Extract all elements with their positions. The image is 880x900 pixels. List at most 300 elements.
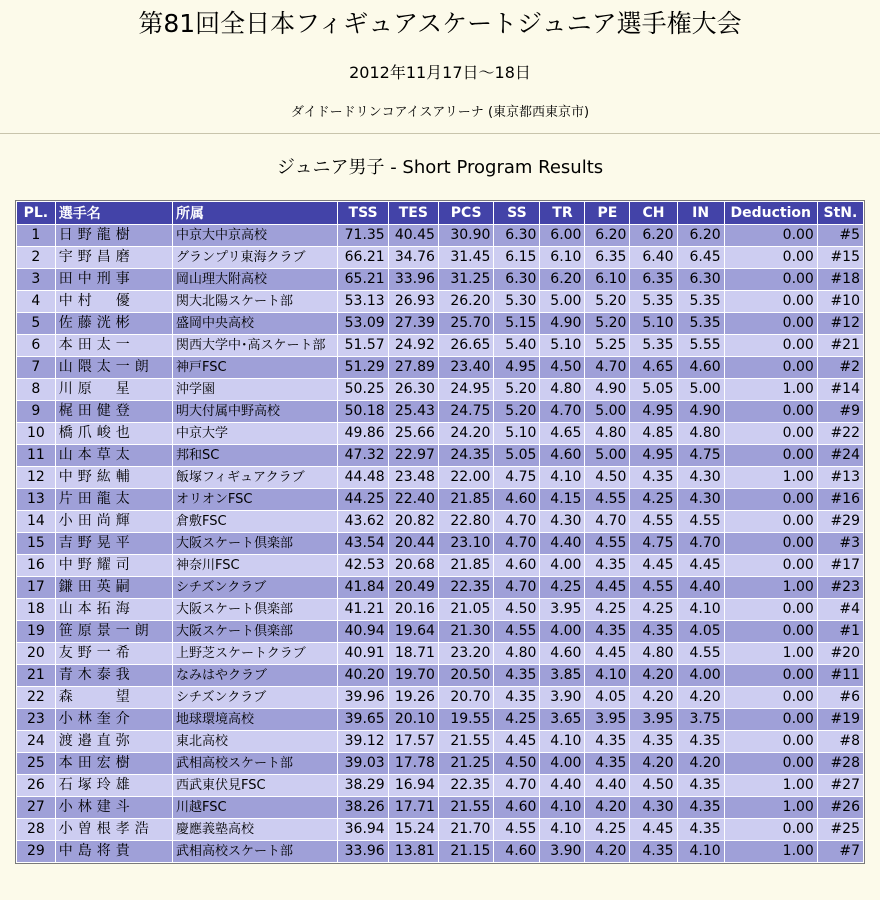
cell-place: 15 xyxy=(17,533,55,554)
cell-in: 6.20 xyxy=(678,225,724,246)
cell-tes: 20.16 xyxy=(389,599,438,620)
cell-skater-name: 山本拓海 xyxy=(56,599,172,620)
cell-tr: 5.00 xyxy=(540,291,584,312)
cell-place: 3 xyxy=(17,269,55,290)
cell-start-number: #9 xyxy=(818,401,863,422)
cell-pcs: 21.55 xyxy=(439,731,493,752)
cell-in: 4.30 xyxy=(678,489,724,510)
cell-in: 4.30 xyxy=(678,467,724,488)
table-row xyxy=(17,577,863,598)
cell-ss: 5.40 xyxy=(494,335,539,356)
cell-ch: 4.50 xyxy=(630,775,676,796)
cell-ch: 5.35 xyxy=(630,335,676,356)
cell-tss: 39.96 xyxy=(338,687,387,708)
cell-in: 4.20 xyxy=(678,753,724,774)
cell-tss: 38.26 xyxy=(338,797,387,818)
cell-place: 9 xyxy=(17,401,55,422)
cell-deduction: 0.00 xyxy=(725,445,817,466)
cell-pcs: 21.55 xyxy=(439,797,493,818)
cell-ss: 4.35 xyxy=(494,687,539,708)
cell-place: 18 xyxy=(17,599,55,620)
cell-start-number: #21 xyxy=(818,335,863,356)
cell-tr: 3.95 xyxy=(540,599,584,620)
cell-tss: 51.57 xyxy=(338,335,387,356)
cell-pe: 5.20 xyxy=(585,313,629,334)
cell-tes: 20.49 xyxy=(389,577,438,598)
cell-ch: 4.25 xyxy=(630,489,676,510)
cell-skater-name: 石塚玲雄 xyxy=(56,775,172,796)
cell-ss: 4.70 xyxy=(494,533,539,554)
cell-place: 28 xyxy=(17,819,55,840)
cell-pcs: 24.35 xyxy=(439,445,493,466)
cell-place: 14 xyxy=(17,511,55,532)
cell-skater-name: 青木泰我 xyxy=(56,665,172,686)
cell-ch: 4.75 xyxy=(630,533,676,554)
cell-tes: 26.30 xyxy=(389,379,438,400)
cell-skater-name: 川原 星 xyxy=(56,379,172,400)
cell-tr: 4.65 xyxy=(540,423,584,444)
cell-tes: 16.94 xyxy=(389,775,438,796)
cell-club: シチズンクラブ xyxy=(173,687,337,708)
cell-tes: 22.97 xyxy=(389,445,438,466)
cell-start-number: #11 xyxy=(818,665,863,686)
cell-tes: 25.43 xyxy=(389,401,438,422)
cell-pe: 4.25 xyxy=(585,599,629,620)
cell-start-number: #12 xyxy=(818,313,863,334)
cell-start-number: #13 xyxy=(818,467,863,488)
cell-pe: 6.10 xyxy=(585,269,629,290)
cell-place: 7 xyxy=(17,357,55,378)
cell-tes: 13.81 xyxy=(389,841,438,862)
cell-place: 6 xyxy=(17,335,55,356)
cell-tss: 44.48 xyxy=(338,467,387,488)
cell-deduction: 0.00 xyxy=(725,687,817,708)
cell-pe: 4.35 xyxy=(585,753,629,774)
cell-in: 4.40 xyxy=(678,577,724,598)
cell-ss: 4.70 xyxy=(494,577,539,598)
cell-pcs: 31.45 xyxy=(439,247,493,268)
cell-skater-name: 鎌田英嗣 xyxy=(56,577,172,598)
cell-pe: 4.80 xyxy=(585,423,629,444)
table-row xyxy=(17,555,863,576)
cell-tss: 71.35 xyxy=(338,225,387,246)
cell-place: 24 xyxy=(17,731,55,752)
cell-start-number: #6 xyxy=(818,687,863,708)
cell-deduction: 0.00 xyxy=(725,621,817,642)
cell-pcs: 23.40 xyxy=(439,357,493,378)
cell-tss: 50.18 xyxy=(338,401,387,422)
cell-club: 大阪スケート倶楽部 xyxy=(173,621,337,642)
cell-tss: 39.03 xyxy=(338,753,387,774)
cell-tr: 6.20 xyxy=(540,269,584,290)
cell-ss: 4.25 xyxy=(494,709,539,730)
cell-club: 倉敷FSC xyxy=(173,511,337,532)
table-row xyxy=(17,511,863,532)
cell-start-number: #3 xyxy=(818,533,863,554)
table-row xyxy=(17,599,863,620)
cell-in: 4.35 xyxy=(678,797,724,818)
cell-skater-name: 梶田健登 xyxy=(56,401,172,422)
cell-pe: 4.50 xyxy=(585,467,629,488)
cell-ch: 4.85 xyxy=(630,423,676,444)
table-row xyxy=(17,401,863,422)
cell-skater-name: 中野紘輔 xyxy=(56,467,172,488)
cell-ss: 6.30 xyxy=(494,269,539,290)
cell-club: 神奈川FSC xyxy=(173,555,337,576)
cell-ch: 4.35 xyxy=(630,731,676,752)
cell-ch: 6.35 xyxy=(630,269,676,290)
cell-tes: 23.48 xyxy=(389,467,438,488)
cell-pcs: 21.70 xyxy=(439,819,493,840)
col-header-pl: PL. xyxy=(17,202,55,224)
cell-place: 16 xyxy=(17,555,55,576)
results-table xyxy=(15,200,865,864)
cell-start-number: #23 xyxy=(818,577,863,598)
cell-club: 大阪スケート倶楽部 xyxy=(173,533,337,554)
cell-deduction: 0.00 xyxy=(725,335,817,356)
cell-skater-name: 森 望 xyxy=(56,687,172,708)
cell-in: 5.35 xyxy=(678,291,724,312)
table-row xyxy=(17,709,863,730)
cell-start-number: #8 xyxy=(818,731,863,752)
cell-ss: 4.35 xyxy=(494,665,539,686)
cell-club: 関大北陽スケート部 xyxy=(173,291,337,312)
cell-in: 4.05 xyxy=(678,621,724,642)
cell-in: 4.45 xyxy=(678,555,724,576)
cell-tss: 65.21 xyxy=(338,269,387,290)
table-row xyxy=(17,291,863,312)
cell-in: 4.00 xyxy=(678,665,724,686)
cell-club: 岡山理大附高校 xyxy=(173,269,337,290)
cell-tss: 41.84 xyxy=(338,577,387,598)
cell-skater-name: 吉野晃平 xyxy=(56,533,172,554)
cell-tss: 38.29 xyxy=(338,775,387,796)
cell-club: 中京大中京高校 xyxy=(173,225,337,246)
cell-pe: 3.95 xyxy=(585,709,629,730)
cell-start-number: #2 xyxy=(818,357,863,378)
cell-tr: 6.10 xyxy=(540,247,584,268)
cell-club: 武相高校スケート部 xyxy=(173,841,337,862)
cell-club: 川越FSC xyxy=(173,797,337,818)
cell-pcs: 21.85 xyxy=(439,489,493,510)
cell-ch: 4.30 xyxy=(630,797,676,818)
cell-deduction: 1.00 xyxy=(725,379,817,400)
cell-pe: 4.20 xyxy=(585,797,629,818)
cell-in: 4.55 xyxy=(678,511,724,532)
cell-tes: 17.57 xyxy=(389,731,438,752)
cell-skater-name: 小田尚輝 xyxy=(56,511,172,532)
cell-tr: 4.70 xyxy=(540,401,584,422)
cell-in: 4.55 xyxy=(678,643,724,664)
cell-skater-name: 小曽根孝浩 xyxy=(56,819,172,840)
cell-tss: 42.53 xyxy=(338,555,387,576)
cell-club: 地球環境高校 xyxy=(173,709,337,730)
cell-pcs: 24.95 xyxy=(439,379,493,400)
cell-ss: 5.10 xyxy=(494,423,539,444)
table-row xyxy=(17,357,863,378)
table-row xyxy=(17,643,863,664)
cell-tes: 19.70 xyxy=(389,665,438,686)
cell-in: 5.55 xyxy=(678,335,724,356)
cell-skater-name: 小林建斗 xyxy=(56,797,172,818)
cell-deduction: 0.00 xyxy=(725,555,817,576)
cell-deduction: 1.00 xyxy=(725,841,817,862)
cell-club: 大阪スケート倶楽部 xyxy=(173,599,337,620)
cell-pe: 4.35 xyxy=(585,731,629,752)
col-header-name: 選手名 xyxy=(56,202,172,224)
cell-place: 22 xyxy=(17,687,55,708)
table-row xyxy=(17,467,863,488)
cell-tr: 4.00 xyxy=(540,555,584,576)
cell-ss: 5.30 xyxy=(494,291,539,312)
cell-tes: 27.39 xyxy=(389,313,438,334)
cell-ch: 4.80 xyxy=(630,643,676,664)
cell-pcs: 19.55 xyxy=(439,709,493,730)
cell-place: 21 xyxy=(17,665,55,686)
table-row xyxy=(17,621,863,642)
cell-deduction: 0.00 xyxy=(725,247,817,268)
cell-tr: 4.30 xyxy=(540,511,584,532)
table-row xyxy=(17,731,863,752)
cell-place: 29 xyxy=(17,841,55,862)
cell-tes: 15.24 xyxy=(389,819,438,840)
cell-tes: 20.68 xyxy=(389,555,438,576)
cell-tss: 43.54 xyxy=(338,533,387,554)
cell-ss: 4.45 xyxy=(494,731,539,752)
cell-start-number: #22 xyxy=(818,423,863,444)
results-header-row xyxy=(17,202,863,224)
cell-tes: 26.93 xyxy=(389,291,438,312)
cell-tss: 36.94 xyxy=(338,819,387,840)
table-row xyxy=(17,819,863,840)
cell-ss: 4.50 xyxy=(494,753,539,774)
cell-place: 2 xyxy=(17,247,55,268)
cell-ch: 5.10 xyxy=(630,313,676,334)
cell-club: 沖学園 xyxy=(173,379,337,400)
cell-start-number: #15 xyxy=(818,247,863,268)
cell-ss: 4.60 xyxy=(494,555,539,576)
cell-start-number: #10 xyxy=(818,291,863,312)
cell-tss: 40.91 xyxy=(338,643,387,664)
cell-place: 4 xyxy=(17,291,55,312)
cell-pcs: 20.50 xyxy=(439,665,493,686)
cell-club: 上野芝スケートクラブ xyxy=(173,643,337,664)
cell-start-number: #20 xyxy=(818,643,863,664)
cell-club: 中京大学 xyxy=(173,423,337,444)
cell-club: なみはやクラブ xyxy=(173,665,337,686)
section-title: ジュニア男子 - Short Program Results xyxy=(276,157,604,178)
cell-pcs: 20.70 xyxy=(439,687,493,708)
table-row xyxy=(17,313,863,334)
cell-pcs: 21.15 xyxy=(439,841,493,862)
cell-pe: 6.35 xyxy=(585,247,629,268)
cell-skater-name: 山隈太一朗 xyxy=(56,357,172,378)
cell-tes: 17.71 xyxy=(389,797,438,818)
cell-ss: 5.15 xyxy=(494,313,539,334)
cell-place: 19 xyxy=(17,621,55,642)
cell-tr: 4.15 xyxy=(540,489,584,510)
cell-in: 4.70 xyxy=(678,533,724,554)
cell-deduction: 0.00 xyxy=(725,709,817,730)
cell-club: 慶應義塾高校 xyxy=(173,819,337,840)
cell-skater-name: 友野一希 xyxy=(56,643,172,664)
cell-tes: 19.26 xyxy=(389,687,438,708)
cell-deduction: 0.00 xyxy=(725,511,817,532)
cell-ch: 4.35 xyxy=(630,621,676,642)
cell-in: 6.45 xyxy=(678,247,724,268)
cell-ch: 3.95 xyxy=(630,709,676,730)
cell-tes: 34.76 xyxy=(389,247,438,268)
cell-pcs: 30.90 xyxy=(439,225,493,246)
cell-ss: 4.70 xyxy=(494,511,539,532)
cell-skater-name: 本田太一 xyxy=(56,335,172,356)
cell-pe: 4.45 xyxy=(585,643,629,664)
cell-in: 4.35 xyxy=(678,819,724,840)
cell-start-number: #25 xyxy=(818,819,863,840)
cell-deduction: 1.00 xyxy=(725,643,817,664)
cell-tr: 3.90 xyxy=(540,841,584,862)
table-row xyxy=(17,533,863,554)
cell-place: 8 xyxy=(17,379,55,400)
cell-pcs: 22.80 xyxy=(439,511,493,532)
cell-deduction: 0.00 xyxy=(725,665,817,686)
cell-pe: 6.20 xyxy=(585,225,629,246)
col-header-deduction: Deduction xyxy=(725,202,817,224)
table-row xyxy=(17,797,863,818)
cell-ss: 6.15 xyxy=(494,247,539,268)
cell-pe: 4.70 xyxy=(585,357,629,378)
cell-tes: 24.92 xyxy=(389,335,438,356)
cell-tr: 3.65 xyxy=(540,709,584,730)
cell-tss: 47.32 xyxy=(338,445,387,466)
cell-tes: 18.71 xyxy=(389,643,438,664)
cell-skater-name: 中村 優 xyxy=(56,291,172,312)
table-row xyxy=(17,247,863,268)
cell-in: 4.35 xyxy=(678,731,724,752)
cell-tss: 39.65 xyxy=(338,709,387,730)
cell-skater-name: 橋爪峻也 xyxy=(56,423,172,444)
cell-tr: 4.25 xyxy=(540,577,584,598)
cell-pe: 5.00 xyxy=(585,445,629,466)
cell-skater-name: 笹原景一朗 xyxy=(56,621,172,642)
cell-ss: 4.50 xyxy=(494,599,539,620)
cell-pcs: 24.75 xyxy=(439,401,493,422)
cell-club: オリオンFSC xyxy=(173,489,337,510)
cell-deduction: 0.00 xyxy=(725,269,817,290)
cell-deduction: 1.00 xyxy=(725,577,817,598)
col-header-tss: TSS xyxy=(338,202,387,224)
cell-place: 23 xyxy=(17,709,55,730)
cell-ch: 6.40 xyxy=(630,247,676,268)
cell-tss: 49.86 xyxy=(338,423,387,444)
cell-tss: 51.29 xyxy=(338,357,387,378)
cell-start-number: #19 xyxy=(818,709,863,730)
table-row xyxy=(17,379,863,400)
cell-place: 13 xyxy=(17,489,55,510)
cell-tss: 40.94 xyxy=(338,621,387,642)
cell-deduction: 0.00 xyxy=(725,401,817,422)
cell-pe: 4.35 xyxy=(585,555,629,576)
cell-tr: 4.10 xyxy=(540,797,584,818)
cell-tr: 3.90 xyxy=(540,687,584,708)
cell-start-number: #27 xyxy=(818,775,863,796)
cell-skater-name: 佐藤洸彬 xyxy=(56,313,172,334)
cell-pcs: 22.35 xyxy=(439,775,493,796)
event-venue: ダイドードリンコアイスアリーナ (東京都西東京市) xyxy=(290,105,590,120)
cell-club: グランプリ東海クラブ xyxy=(173,247,337,268)
cell-deduction: 0.00 xyxy=(725,753,817,774)
cell-club: 武相高校スケート部 xyxy=(173,753,337,774)
cell-tss: 50.25 xyxy=(338,379,387,400)
cell-pcs: 21.25 xyxy=(439,753,493,774)
cell-pe: 4.35 xyxy=(585,621,629,642)
cell-ss: 4.75 xyxy=(494,467,539,488)
col-header-pcs: PCS xyxy=(439,202,493,224)
table-row xyxy=(17,841,863,862)
cell-tr: 4.40 xyxy=(540,533,584,554)
table-row xyxy=(17,269,863,290)
cell-tr: 4.80 xyxy=(540,379,584,400)
event-title: 第81回全日本フィギュアスケートジュニア選手権大会 xyxy=(138,9,742,38)
cell-place: 1 xyxy=(17,225,55,246)
cell-start-number: #17 xyxy=(818,555,863,576)
cell-tes: 20.10 xyxy=(389,709,438,730)
cell-place: 25 xyxy=(17,753,55,774)
col-header-club: 所属 xyxy=(173,202,337,224)
cell-ss: 4.55 xyxy=(494,819,539,840)
cell-tr: 3.85 xyxy=(540,665,584,686)
col-header-in: IN xyxy=(678,202,724,224)
cell-pcs: 26.20 xyxy=(439,291,493,312)
cell-tss: 41.21 xyxy=(338,599,387,620)
cell-in: 4.90 xyxy=(678,401,724,422)
cell-in: 4.60 xyxy=(678,357,724,378)
cell-deduction: 0.00 xyxy=(725,731,817,752)
cell-tr: 4.00 xyxy=(540,621,584,642)
cell-ch: 4.35 xyxy=(630,841,676,862)
results-body xyxy=(17,225,863,862)
cell-ch: 5.35 xyxy=(630,291,676,312)
cell-club: シチズンクラブ xyxy=(173,577,337,598)
cell-pcs: 23.10 xyxy=(439,533,493,554)
col-header-tes: TES xyxy=(389,202,438,224)
table-row xyxy=(17,225,863,246)
cell-deduction: 1.00 xyxy=(725,775,817,796)
cell-tes: 17.78 xyxy=(389,753,438,774)
cell-pe: 4.55 xyxy=(585,533,629,554)
cell-tss: 53.13 xyxy=(338,291,387,312)
cell-deduction: 0.00 xyxy=(725,291,817,312)
cell-tes: 22.40 xyxy=(389,489,438,510)
table-row xyxy=(17,489,863,510)
cell-tr: 4.10 xyxy=(540,467,584,488)
cell-start-number: #26 xyxy=(818,797,863,818)
cell-pcs: 24.20 xyxy=(439,423,493,444)
cell-tss: 66.21 xyxy=(338,247,387,268)
cell-club: 東北高校 xyxy=(173,731,337,752)
cell-tss: 53.09 xyxy=(338,313,387,334)
cell-ch: 4.20 xyxy=(630,687,676,708)
cell-tr: 4.60 xyxy=(540,445,584,466)
cell-in: 4.10 xyxy=(678,599,724,620)
cell-pe: 4.20 xyxy=(585,841,629,862)
cell-pcs: 26.65 xyxy=(439,335,493,356)
cell-skater-name: 小林奎介 xyxy=(56,709,172,730)
cell-pe: 4.90 xyxy=(585,379,629,400)
cell-deduction: 0.00 xyxy=(725,489,817,510)
cell-pe: 4.40 xyxy=(585,775,629,796)
cell-tr: 5.10 xyxy=(540,335,584,356)
